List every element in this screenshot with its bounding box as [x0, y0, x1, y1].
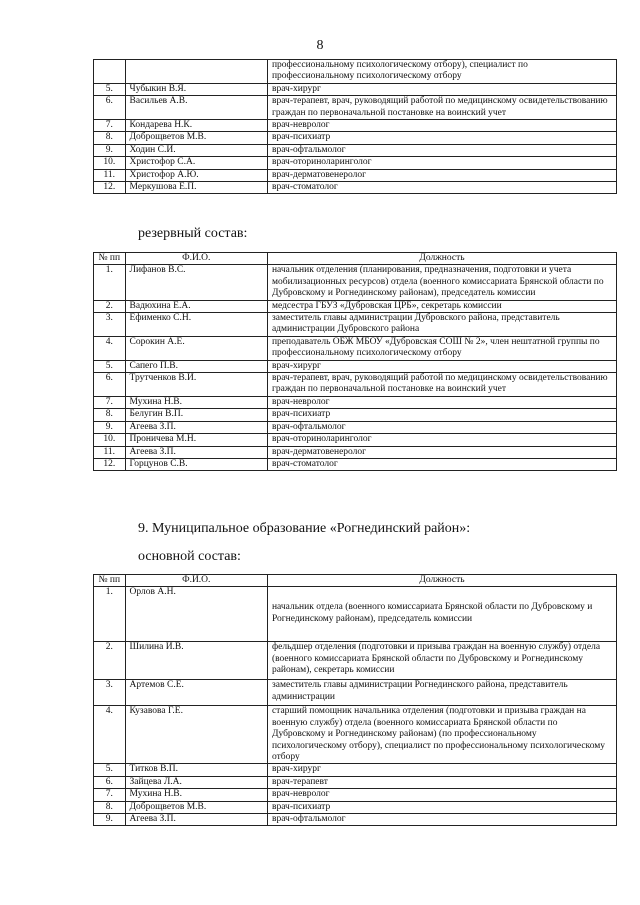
- row-number: 8.: [94, 409, 126, 421]
- row-number: 1.: [94, 587, 126, 642]
- main-composition-heading: основной состав:: [138, 549, 241, 564]
- row-number: 6.: [94, 96, 126, 120]
- row-position: заместитель главы администрации Рогнединского района, представитель администрации: [267, 680, 616, 706]
- row-name: Белугин В.П.: [125, 409, 267, 421]
- row-name: Вадюхина Е.А.: [125, 300, 267, 312]
- row-number: 2.: [94, 642, 126, 680]
- row-name: Мухина Н.В.: [125, 789, 267, 801]
- row-name: Кондарева Н.К.: [125, 120, 267, 132]
- row-position: врач-офтальмолог: [267, 144, 616, 156]
- reserve-composition-table: [93, 252, 617, 471]
- header-position: Должность: [267, 575, 616, 587]
- row-position: врач-терапевт: [267, 776, 616, 788]
- commission-table-continued: [93, 59, 617, 194]
- row-name: Ефименко С.Н.: [125, 313, 267, 337]
- table-header-row: [94, 575, 617, 587]
- row-name: [125, 60, 267, 84]
- row-name: Лифанов В.С.: [125, 265, 267, 300]
- table-row: [94, 764, 617, 776]
- row-number: [94, 60, 126, 84]
- row-name: Мухина Н.В.: [125, 396, 267, 408]
- row-name: Сорокин А.Е.: [125, 336, 267, 360]
- table-row: [94, 373, 617, 397]
- row-position: медсестра ГБУЗ «Дубровская ЦРБ», секретарь комиссии: [267, 300, 616, 312]
- table-row: [94, 789, 617, 801]
- table-row: [94, 706, 617, 764]
- row-name: Меркушова Е.П.: [125, 182, 267, 194]
- table-row: [94, 169, 617, 181]
- row-number: 2.: [94, 300, 126, 312]
- page-number: 8: [316, 38, 324, 53]
- row-position: врач-стоматолог: [267, 182, 616, 194]
- header-position: Должность: [267, 253, 616, 265]
- row-name: Трутченков В.И.: [125, 373, 267, 397]
- row-position: врач-невролог: [267, 396, 616, 408]
- row-position: преподаватель ОБЖ МБОУ «Дубровская СОШ № 2», член нештатной группы по профессиональному психологическому отбору: [267, 336, 616, 360]
- row-name: Ходин С.И.: [125, 144, 267, 156]
- reserve-composition-heading: резервный состав:: [138, 226, 248, 241]
- row-number: 11.: [94, 446, 126, 458]
- row-position: старший помощник начальника отделения (подготовки и призыва граждан на военную службу) отдела (военного комиссариата Брянской области по Дубровскому и Рогнединскому районам) (по профессиональному психологическому отбору), специалист по профессиональному психологическому отбору: [267, 706, 616, 764]
- row-number: 10.: [94, 157, 126, 169]
- row-name: Агеева З.П.: [125, 814, 267, 826]
- row-number: 6.: [94, 373, 126, 397]
- row-name: Артемов С.Е.: [125, 680, 267, 706]
- row-name: Агеева З.П.: [125, 446, 267, 458]
- row-name: Христофор А.Ю.: [125, 169, 267, 181]
- row-number: 11.: [94, 169, 126, 181]
- row-name: Чубыкин В.Я.: [125, 83, 267, 95]
- table-row: [94, 360, 617, 372]
- row-position: врач-стоматолог: [267, 458, 616, 470]
- row-position: врач-невролог: [267, 789, 616, 801]
- table-row: [94, 801, 617, 813]
- row-number: 5.: [94, 764, 126, 776]
- row-position: врач-хирург: [267, 360, 616, 372]
- row-position: врач-психиатр: [267, 801, 616, 813]
- table-row: [94, 434, 617, 446]
- row-number: 8.: [94, 132, 126, 144]
- table-row: [94, 776, 617, 788]
- row-name: Доброщветов М.В.: [125, 132, 267, 144]
- table-row: [94, 265, 617, 300]
- row-position: врач-офтальмолог: [267, 814, 616, 826]
- row-number: 1.: [94, 265, 126, 300]
- row-position: врач-психиатр: [267, 409, 616, 421]
- row-number: 7.: [94, 789, 126, 801]
- row-position: врач-психиатр: [267, 132, 616, 144]
- row-number: 4.: [94, 336, 126, 360]
- row-name: Доброщветов М.В.: [125, 801, 267, 813]
- table-row: [94, 458, 617, 470]
- row-number: 3.: [94, 313, 126, 337]
- row-number: 12.: [94, 458, 126, 470]
- main-composition-table: [93, 574, 617, 826]
- row-number: 9.: [94, 814, 126, 826]
- table-row: [94, 421, 617, 433]
- row-number: 5.: [94, 360, 126, 372]
- row-position: заместитель главы администрации Дубровского района, представитель администрации Дубровского района: [267, 313, 616, 337]
- table-row: [94, 680, 617, 706]
- municipality-heading: 9. Муниципальное образование «Рогнединский район»:: [138, 521, 471, 536]
- table-row: [94, 60, 617, 84]
- row-name: Проничева М.Н.: [125, 434, 267, 446]
- row-position: врач-хирург: [267, 764, 616, 776]
- table-row: [94, 396, 617, 408]
- row-number: 9.: [94, 144, 126, 156]
- row-number: 7.: [94, 120, 126, 132]
- table-row: [94, 157, 617, 169]
- row-position: начальник отделения (планирования, предназначения, подготовки и учета мобилизационных ресурсов) отдела (военного комиссариата Брянской области по Дубровскому и Рогнединскому районам), председатель комиссии: [267, 265, 616, 300]
- row-number: 4.: [94, 706, 126, 764]
- row-position: врач-оториноларинголог: [267, 157, 616, 169]
- header-name: Ф.И.О.: [125, 253, 267, 265]
- row-number: 6.: [94, 776, 126, 788]
- row-position: профессиональному психологическому отбору), специалист по профессиональному психологическому отбору: [267, 60, 616, 84]
- table-row: [94, 300, 617, 312]
- row-position: начальник отдела (военного комиссариата Брянской области по Дубровскому и Рогнединскому районам), председатель комиссии: [267, 587, 616, 642]
- row-number: 12.: [94, 182, 126, 194]
- row-number: 10.: [94, 434, 126, 446]
- table-row: [94, 814, 617, 826]
- row-position: врач-терапевт, врач, руководящий работой по медицинскому освидетельствованию граждан по первоначальной постановке на воинский учет: [267, 96, 616, 120]
- row-number: 9.: [94, 421, 126, 433]
- row-name: Сапего П.В.: [125, 360, 267, 372]
- table-row: [94, 336, 617, 360]
- header-num: № пп: [94, 575, 126, 587]
- header-num: № пп: [94, 253, 126, 265]
- row-position: врач-офтальмолог: [267, 421, 616, 433]
- row-position: врач-дерматовенеролог: [267, 169, 616, 181]
- table-row: [94, 446, 617, 458]
- row-position: врач-дерматовенеролог: [267, 446, 616, 458]
- row-position: врач-невролог: [267, 120, 616, 132]
- table-row: [94, 132, 617, 144]
- row-number: 3.: [94, 680, 126, 706]
- row-name: Зайцева Л.А.: [125, 776, 267, 788]
- row-position: врач-терапевт, врач, руководящий работой по медицинскому освидетельствованию граждан по первоначальной постановке на воинский учет: [267, 373, 616, 397]
- row-number: 8.: [94, 801, 126, 813]
- table-row: [94, 642, 617, 680]
- row-name: Христофор С.А.: [125, 157, 267, 169]
- table-row: [94, 96, 617, 120]
- row-name: Шилина И.В.: [125, 642, 267, 680]
- row-name: Орлов А.Н.: [125, 587, 267, 642]
- table-row: [94, 313, 617, 337]
- table-header-row: [94, 253, 617, 265]
- table-row: [94, 587, 617, 642]
- table-row: [94, 182, 617, 194]
- row-number: 7.: [94, 396, 126, 408]
- row-position: врач-оториноларинголог: [267, 434, 616, 446]
- row-name: Горцунов С.В.: [125, 458, 267, 470]
- table-row: [94, 120, 617, 132]
- table-row: [94, 144, 617, 156]
- row-name: Васильев А.В.: [125, 96, 267, 120]
- table-row: [94, 83, 617, 95]
- row-name: Титков В.П.: [125, 764, 267, 776]
- header-name: Ф.И.О.: [125, 575, 267, 587]
- table-row: [94, 409, 617, 421]
- row-name: Кузавова Г.Е.: [125, 706, 267, 764]
- row-position: врач-хирург: [267, 83, 616, 95]
- row-number: 5.: [94, 83, 126, 95]
- row-name: Агеева З.П.: [125, 421, 267, 433]
- row-position: фельдшер отделения (подготовки и призыва граждан на военную службу) отдела (военного комиссариата Брянской области по Дубровскому и Рогнединскому районам), секретарь комиссии: [267, 642, 616, 680]
